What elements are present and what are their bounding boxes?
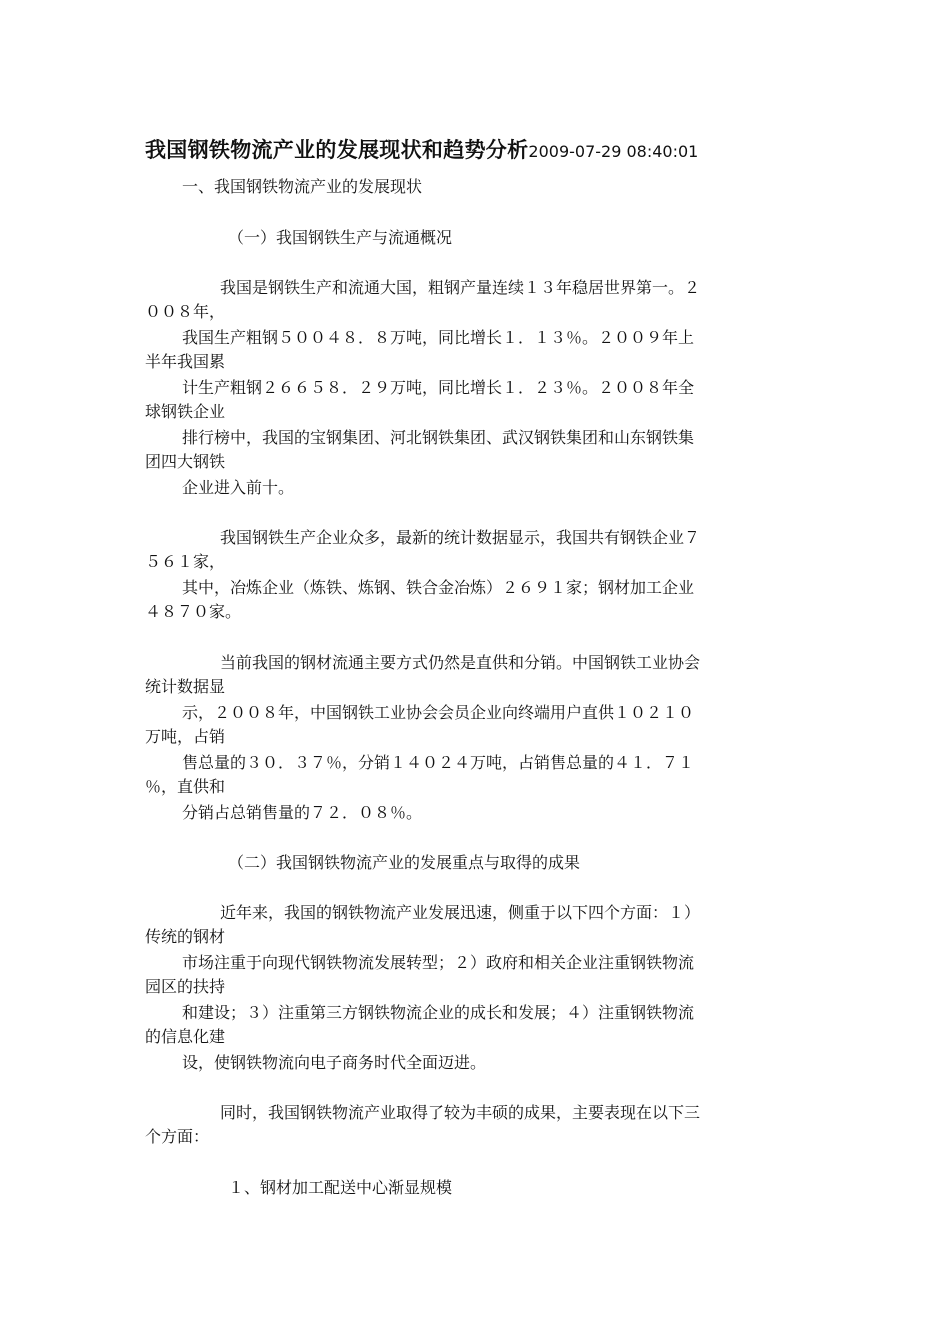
paragraph-line: 半年我国累	[145, 352, 226, 371]
paragraph-line: 近年来，我国的钢铁物流产业发展迅速，侧重于以下四个方面：１）	[220, 903, 701, 922]
paragraph-line: 团四大钢铁	[145, 452, 226, 471]
paragraph-line: 园区的扶持	[145, 977, 226, 996]
subsection-heading: （二）我国钢铁物流产业的发展重点与取得的成果	[228, 853, 581, 872]
paragraph-line: 个方面：	[145, 1127, 210, 1146]
paragraph-line: 计生产粗钢２６６５８．２９万吨，同比增长１．２３％。２００８年全	[182, 378, 695, 397]
paragraph-line: 的信息化建	[145, 1027, 226, 1046]
section-heading: 一、我国钢铁物流产业的发展现状	[182, 177, 423, 196]
publish-datetime: 2009-07-29 08:40:01	[528, 142, 699, 161]
paragraph-line: ５６１家，	[145, 552, 226, 571]
paragraph-line: 企业进入前十。	[182, 478, 295, 497]
paragraph-line: 统计数据显	[145, 677, 226, 696]
paragraph-line: 传统的钢材	[145, 927, 226, 946]
paragraph-line: ４８７０家。	[145, 602, 242, 621]
subsection-heading: （一）我国钢铁生产与流通概况	[228, 228, 453, 247]
title-text: 我国钢铁物流产业的发展现状和趋势分析	[145, 138, 529, 162]
numbered-heading: １、钢材加工配送中心渐显规模	[228, 1178, 453, 1197]
paragraph-line: 分销占总销售量的７２．０８％。	[182, 803, 423, 822]
paragraph-line: 和建设；３）注重第三方钢铁物流企业的成长和发展；４）注重钢铁物流	[182, 1003, 695, 1022]
paragraph-line: 我国生产粗钢５００４８．８万吨，同比增长１．１３％。２００９年上	[182, 328, 695, 347]
article-title	[145, 134, 698, 164]
paragraph-line: 排行榜中，我国的宝钢集团、河北钢铁集团、武汉钢铁集团和山东钢铁集	[182, 428, 695, 447]
paragraph-line: 万吨，占销	[145, 727, 226, 746]
paragraph-line: 同时，我国钢铁物流产业取得了较为丰硕的成果，主要表现在以下三	[220, 1103, 701, 1122]
paragraph-line: 我国是钢铁生产和流通大国，粗钢产量连续１３年稳居世界第一。２	[220, 278, 701, 297]
paragraph-line: 我国钢铁生产企业众多，最新的统计数据显示，我国共有钢铁企业７	[220, 528, 701, 547]
paragraph-line: 球钢铁企业	[145, 402, 226, 421]
paragraph-line: 当前我国的钢材流通主要方式仍然是直供和分销。中国钢铁工业协会	[220, 653, 701, 672]
paragraph-line: ％，直供和	[145, 777, 226, 796]
paragraph-line: 市场注重于向现代钢铁物流发展转型；２）政府和相关企业注重钢铁物流	[182, 953, 695, 972]
paragraph-line: ００８年，	[145, 302, 226, 321]
paragraph-line: 售总量的３０．３７％，分销１４０２４万吨，占销售总量的４１．７１	[182, 753, 695, 772]
paragraph-line: 示，２００８年，中国钢铁工业协会会员企业向终端用户直供１０２１０	[182, 703, 695, 722]
paragraph-line: 设，使钢铁物流向电子商务时代全面迈进。	[182, 1053, 487, 1072]
paragraph-line: 其中，冶炼企业（炼铁、炼钢、铁合金冶炼）２６９１家；钢材加工企业	[182, 578, 695, 597]
